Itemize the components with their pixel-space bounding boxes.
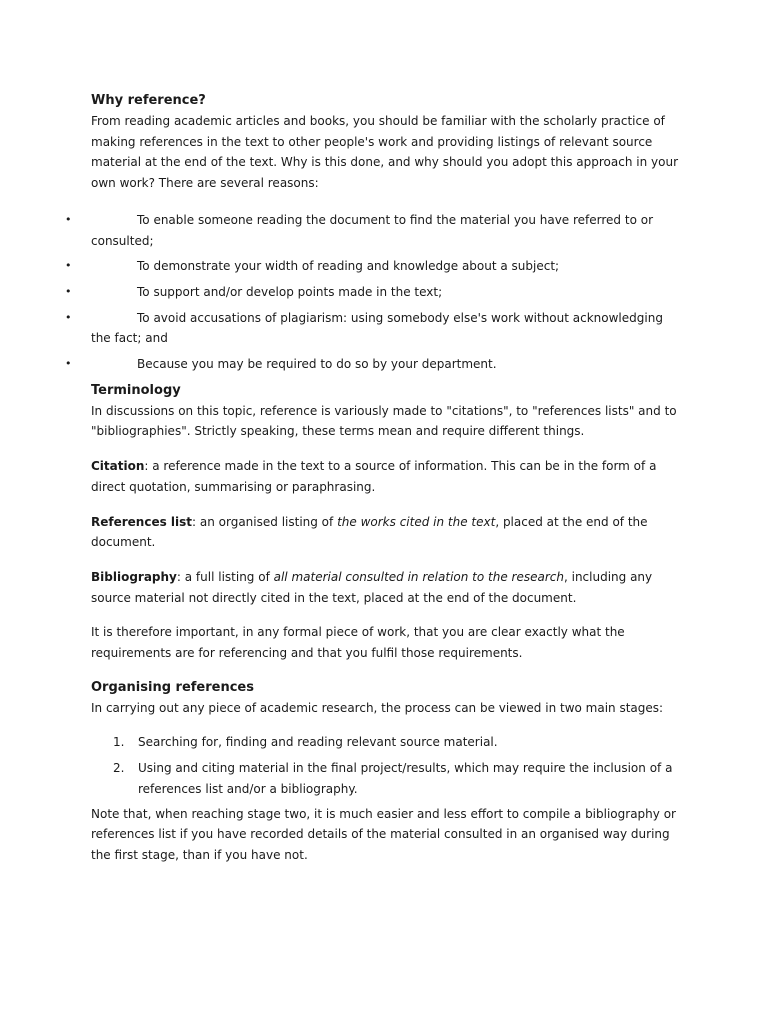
references-list-text-after: , placed at the end of the document.	[91, 514, 648, 550]
list-item	[65, 308, 675, 349]
why-intro-paragraph: From reading academic articles and books, you should be familiar with the scholarly practice of making references in the text to other people's work and providing listings of relevant source material at the end of the text. Why is this done, and why should you adopt this approach in your own work? There are several reasons:	[91, 114, 679, 191]
document-content	[65, 91, 691, 866]
bibliography-emphasis: all material consulted in relation to the research	[273, 569, 564, 584]
bullet-icon: •	[65, 284, 72, 298]
list-item	[65, 256, 675, 277]
list-item	[65, 210, 675, 251]
terminology-conclusion: It is therefore important, in any formal piece of work, that you are clear exactly what the requirements are for referencing and that you fulfil those requirements.	[91, 625, 625, 661]
citation-definition-text: : a reference made in the text to a source of information. This can be in the form of a direct quotation, summarising or paraphrasing.	[91, 459, 657, 494]
heading-organising-references: Organising references	[91, 679, 254, 695]
stage-text: Using and citing material in the final project/results, which may require the inclusion of a references list and/or a bibliography.	[138, 761, 673, 796]
heading-why-reference: Why reference?	[91, 93, 206, 108]
list-item	[65, 282, 675, 303]
stages-list	[91, 732, 691, 799]
bibliography-term: Bibliography	[91, 569, 177, 584]
bullet-icon: •	[65, 259, 72, 273]
list-item	[91, 732, 691, 753]
references-list-definition	[91, 512, 691, 553]
bibliography-text-after: , including any source material not directly cited in the text, placed at the end of the document.	[91, 569, 653, 605]
bullet-icon: •	[65, 212, 72, 226]
terminology-intro-paragraph: In discussions on this topic, reference is variously made to "citations", to "references lists" and to "bibliographies". Strictly speaking, these terms mean and require different things.	[91, 403, 677, 439]
references-list-text-before: : an organised listing of	[192, 514, 338, 529]
bullet-icon: •	[65, 357, 72, 371]
reason-text: To demonstrate your width of reading and knowledge about a subject;	[137, 259, 560, 274]
reason-text: To avoid accusations of plagiarism: using somebody else's work without acknowledging the fact; and	[91, 310, 663, 346]
list-item	[91, 758, 691, 799]
stage-number: 2.	[113, 761, 125, 776]
citation-definition	[91, 456, 691, 497]
references-list-term: References list	[91, 514, 193, 529]
bibliography-text-before: : a full listing of	[176, 569, 274, 584]
organising-intro-paragraph: In carrying out any piece of academic research, the process can be viewed in two main stages:	[91, 700, 664, 715]
bullet-icon: •	[65, 310, 72, 324]
heading-terminology: Terminology	[91, 382, 181, 398]
reason-text: Because you may be required to do so by your department.	[137, 357, 497, 372]
list-item	[65, 354, 675, 375]
organising-note-paragraph: Note that, when reaching stage two, it is much easier and less effort to compile a bibliography or references list if you have recorded details of the material consulted in an organised way during the first stage, than if you have not.	[91, 806, 676, 862]
stage-text: Searching for, finding and reading relevant source material.	[138, 735, 498, 750]
reason-text: To enable someone reading the document to find the material you have referred to or consulted;	[91, 212, 653, 248]
bibliography-definition	[91, 567, 691, 608]
reasons-list	[65, 210, 675, 375]
reason-text: To support and/or develop points made in the text;	[137, 284, 443, 299]
stage-number: 1.	[113, 735, 125, 750]
references-list-emphasis: the works cited in the text	[337, 514, 496, 529]
citation-term: Citation	[91, 459, 145, 474]
